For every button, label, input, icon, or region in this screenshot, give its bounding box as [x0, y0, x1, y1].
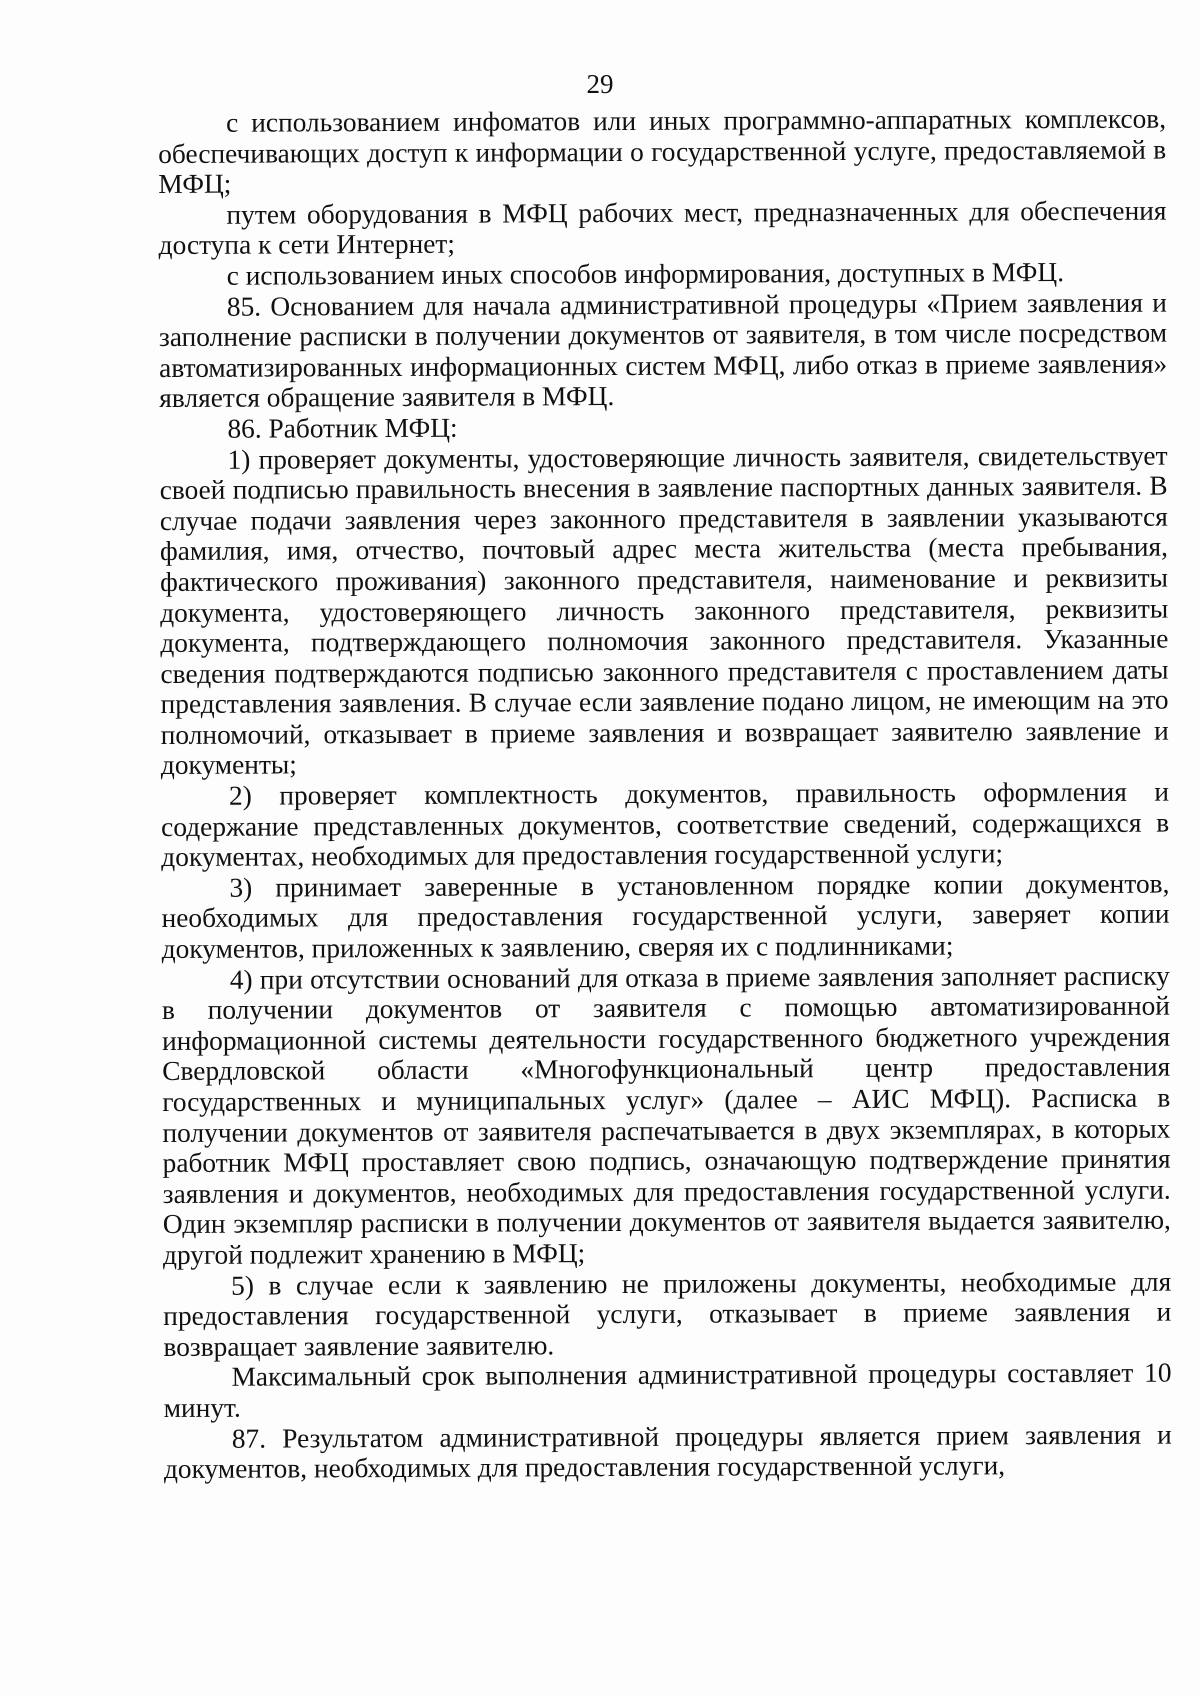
document-body	[158, 104, 1172, 1485]
paragraph-86-item-1: 1) проверяет документы, удостоверяющие личность заявителя, свидетельствует своей подписью правильность внесения в заявление паспортных данных заявителя. В случае подачи заявления через законного представителя в заявлении указываются фамилия, имя, отчество, почтовый адрес места жительства (места пребывания, фактического проживания) законного представителя, наименование и реквизиты документа, удостоверяющего личность законного представителя, реквизиты документа, подтверждающего полномочия законного представителя. Указанные сведения подтверждаются подписью законного представителя с проставлением даты представления заявления. В случае если заявление подано лицом, не имеющим на это полномочий, отказывает в приеме заявления и возвращает заявителю заявление и документы;	[159, 440, 1169, 781]
paragraph-max-time: Максимальный срок выполнения административной процедуры составляет 10 минут.	[163, 1357, 1172, 1423]
paragraph-infomats: с использованием инфоматов или иных программно-аппаратных комплексов, обеспечивающих доступ к информации о государственной услуге, предоставляемой в МФЦ;	[158, 103, 1167, 200]
paragraph-85: 85. Основанием для начала административной процедуры «Прием заявления и заполнение расписки в получении документов от заявителя, в том числе посредством автоматизированных информационных систем МФЦ, либо отказ в приеме заявления» является обращение заявителя в МФЦ.	[158, 287, 1168, 414]
paragraph-86-item-3: 3) принимает заверенные в установленном порядке копии документов, необходимых для предоставления государственной услуги, заверяет копии документов, приложенных к заявлению, сверяя их с подлинниками;	[161, 868, 1170, 965]
paragraph-87: 87. Результатом административной процедуры является прием заявления и документов, необходимых для предоставления государственной услуги,	[163, 1419, 1172, 1485]
paragraph-workplaces: путем оборудования в МФЦ рабочих мест, предназначенных для обеспечения доступа к сети Интернет;	[158, 195, 1167, 261]
paragraph-86-item-5: 5) в случае если к заявлению не приложены документы, необходимые для предоставления государственной услуги, отказывает в приеме заявления и возвращает заявление заявителю.	[163, 1266, 1172, 1362]
paragraph-86: 86. Работник МФЦ:	[227, 412, 458, 444]
paragraph-86-item-4: 4) при отсутствии оснований для отказа в приеме заявления заполняет расписку в получении документов от заявителя с помощью автоматизированной информационной системы деятельности государственного бюджетного учреждения Свердловской области «Многофункциональный центр предоставления государственных и муниципальных услуг» (далее – АИС МФЦ). Расписка в получении документов от заявителя распечатывается в двух экземплярах, в которых работник МФЦ проставляет свою подпись, означающую подтверждение принятия заявления и документов, необходимых для предоставления государственной услуги. Один экземпляр расписки в получении документов от заявителя выдается заявителю, другой подлежит хранению в МФЦ;	[161, 960, 1171, 1270]
page-number: 29	[586, 69, 614, 99]
paragraph-86-item-2: 2) проверяет комплектность документов, правильность оформления и содержание представленных документов, соответствие сведений, содержащихся в документах, необходимых для предоставления государственной услуги;	[161, 776, 1170, 873]
paragraph-other-methods: с использованием иных способов информирования, доступных в МФЦ.	[226, 257, 1065, 291]
